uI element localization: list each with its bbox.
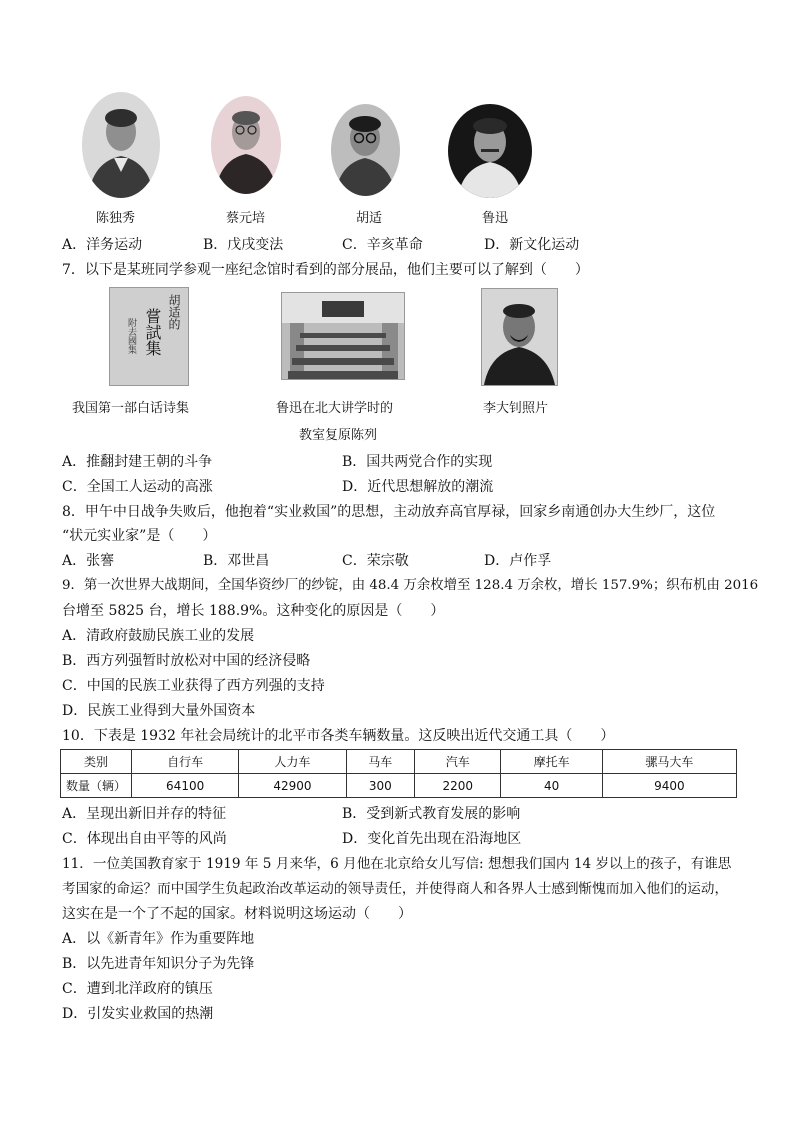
q10-stem: 10．下表是 1932 年社会局统计的北平市各类车辆数量。这反映出近代交通工具（ ） [62,728,615,744]
q8-stem-line2: “状元实业家”是（ ） [62,528,217,544]
table-header-cell: 自行车 [132,750,239,774]
q10-option-d: D．变化首先出现在沿海地区 [342,831,522,847]
q8-stem-line1: 8．甲午中日战争失败后，他抱着“实业救国”的思想，主动放弃高官厚禄，回家乡南通创办大生纱厂，这位 [62,504,716,520]
li-dazhao-photo [481,288,558,386]
q7-option-b: B．国共两党合作的实现 [342,454,493,470]
chen-duxiu-photo [82,92,160,198]
table-cell: 42900 [239,774,346,798]
q11-option-d: D．引发实业救国的热潮 [62,1006,214,1022]
q7-stem: 7．以下是某班同学参观一座纪念馆时看到的部分展品，他们主要可以了解到（ ） [62,262,589,278]
table-header-cell: 马车 [346,750,414,774]
book-title-text: 嘗試集 [143,308,162,356]
q6-option-b: B．戊戌变法 [203,237,284,253]
hu-shi-photo [331,104,400,196]
portrait-caption: 鲁迅 [482,211,509,226]
table-cell: 40 [501,774,602,798]
q9-stem-line2: 台增至 5825 台，增长 188.9%。这种变化的原因是（ ） [62,603,445,619]
classroom-image [281,292,405,380]
q6-option-c: C．辛亥革命 [342,237,423,253]
table-row [61,774,737,798]
table-cell: 9400 [602,774,736,798]
portrait-caption: 胡适 [356,211,383,226]
book-title-text: 胡适的 [167,294,181,330]
q8-option-b: B．邓世昌 [203,553,270,569]
q9-stem-line1: 9．第一次世界大战期间，全国华资纱厂的纱锭，由 48.4 万余枚增至 128.4 万余枚，增长 157.9%；织布机由 2016 [62,578,759,593]
q8-option-a: A．张謇 [62,553,115,569]
q7-option-c: C．全国工人运动的高涨 [62,479,213,495]
q10-option-a: A．呈现出新旧并存的特征 [62,806,227,822]
table-row-label: 数量（辆） [61,774,132,798]
exhibit-caption: 鲁迅在北大讲学时的 [276,401,394,416]
exhibit-caption: 我国第一部白话诗集 [72,401,190,416]
q9-option-b: B．西方列强暂时放松对中国的经济侵略 [62,653,311,669]
table-header-cell: 类别 [61,750,132,774]
table-header-cell: 人力车 [239,750,346,774]
cai-yuanpei-photo [211,96,281,194]
q11-option-c: C．遭到北洋政府的镇压 [62,981,213,997]
vehicle-table [60,749,737,798]
q10-option-b: B．受到新式教育发展的影响 [342,806,521,822]
table-header-cell: 摩托车 [501,750,602,774]
q11-stem-line3: 这实在是一个了不起的国家。材料说明这场运动（ ） [62,906,412,922]
exhibit-caption: 教室复原陈列 [299,428,378,443]
q6-option-a: A．洋务运动 [62,237,143,253]
q11-option-b: B．以先进青年知识分子为先锋 [62,956,255,972]
q9-option-d: D．民族工业得到大量外国资本 [62,703,256,719]
table-header-cell: 汽车 [415,750,501,774]
book-cover-image [109,287,189,386]
lu-xun-photo [448,104,532,198]
table-header-cell: 骡马大车 [602,750,736,774]
table-header-row [61,750,737,774]
table-cell: 300 [346,774,414,798]
q10-option-c: C．体现出自由平等的风尚 [62,831,227,847]
q8-option-c: C．荣宗敬 [342,553,409,569]
q8-option-d: D．卢作孚 [484,553,552,569]
q7-option-d: D．近代思想解放的潮流 [342,479,494,495]
q6-option-d: D．新文化运动 [484,237,580,253]
table-cell: 64100 [132,774,239,798]
q11-stem-line2: 考国家的命运？而中国学生负起政治改革运动的领导责任，并使得商人和各界人士感到惭愧而加入他们的运动， [62,881,729,897]
portrait-caption: 蔡元培 [226,211,266,226]
q11-option-a: A．以《新青年》作为重要阵地 [62,931,255,947]
portrait-caption: 陈独秀 [96,211,136,226]
q7-option-a: A．推翻封建王朝的斗争 [62,454,213,470]
q9-option-c: C．中国的民族工业获得了西方列强的支持 [62,678,325,694]
table-cell: 2200 [415,774,501,798]
exhibit-caption: 李大钊照片 [483,401,549,416]
q11-stem-line1: 11．一位美国教育家于 1919 年 5 月来华，6 月他在北京给女儿写信: 想想我们国内 14 岁以上的孩子，有谁思 [62,856,732,872]
book-title-text: 附去國集 [126,318,136,354]
q9-option-a: A．清政府鼓励民族工业的发展 [62,628,255,644]
